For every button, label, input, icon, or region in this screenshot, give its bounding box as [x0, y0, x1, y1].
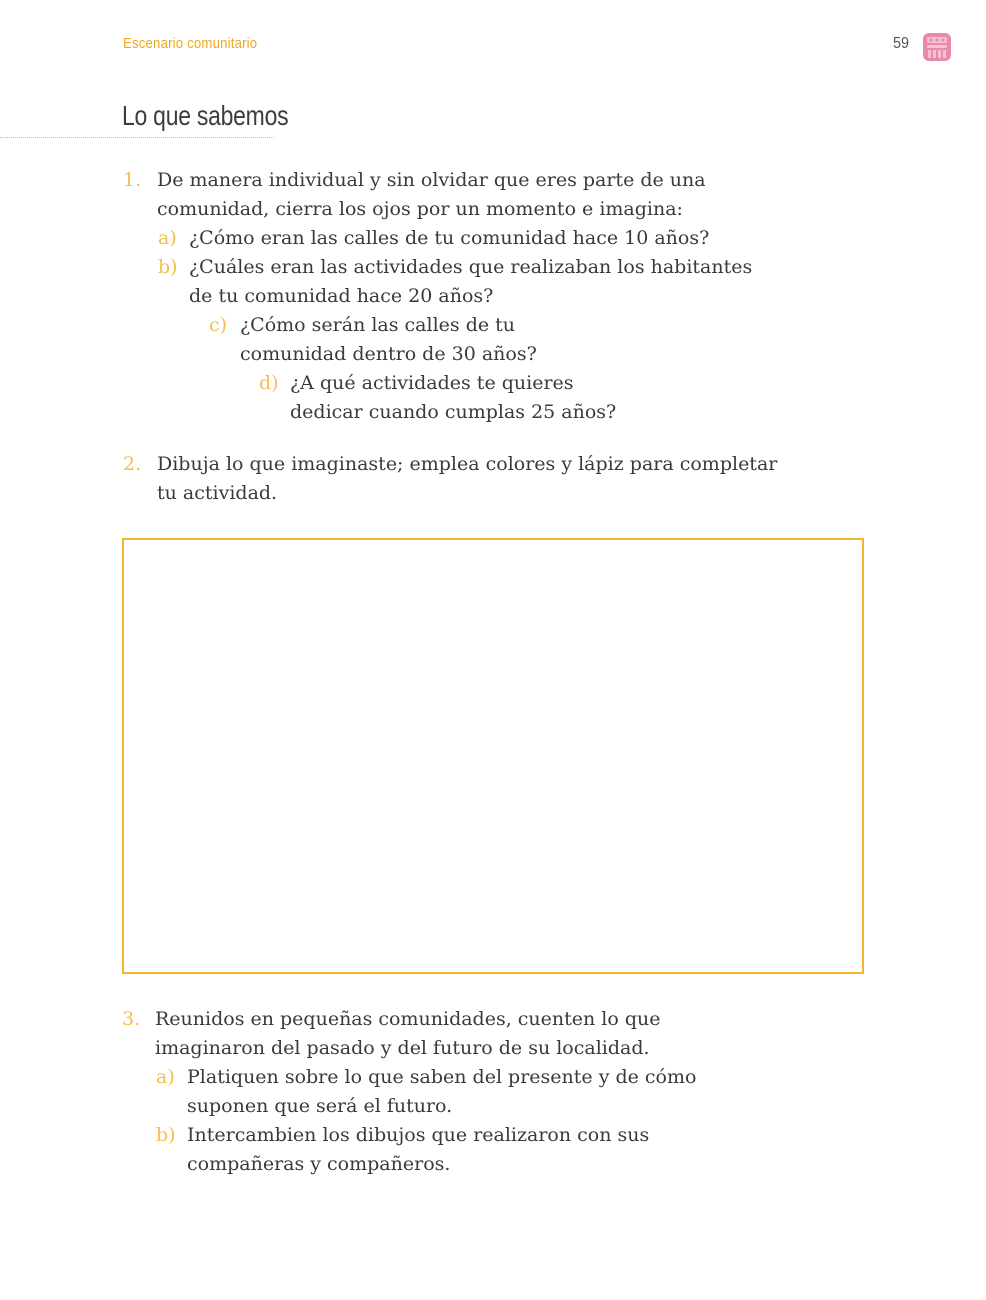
subitem-label: b)	[158, 256, 178, 278]
subitem-text: compañeras y compañeros.	[187, 1153, 451, 1175]
subitem-text: de tu comunidad hace 20 años?	[189, 285, 494, 307]
subitem-label: a)	[158, 227, 177, 249]
subitem-text: ¿Cómo serán las calles de tu	[240, 314, 516, 336]
subitem-text: ¿A qué actividades te quieres	[290, 372, 574, 394]
subitem-label: c)	[209, 314, 228, 336]
item-number: 3.	[122, 1008, 141, 1030]
subitem-label: b)	[156, 1124, 176, 1146]
subitem-text: Platiquen sobre lo que saben del presente y de cómo	[187, 1066, 697, 1088]
section-title: Lo que sabemos	[122, 100, 289, 131]
section-name: Escenario comunitario	[123, 35, 258, 52]
item-number: 1.	[123, 169, 142, 191]
subitem-text: ¿Cuáles eran las actividades que realizaban los habitantes	[189, 256, 753, 278]
subitem-text: suponen que será el futuro.	[187, 1095, 453, 1117]
subitem-text: comunidad dentro de 30 años?	[240, 343, 537, 365]
subitem-text: Intercambien los dibujos que realizaron con sus	[187, 1124, 650, 1146]
item-number: 2.	[123, 453, 142, 475]
item-text: imaginaron del pasado y del futuro de su localidad.	[155, 1037, 650, 1059]
subitem-label: d)	[259, 372, 279, 394]
title-divider	[0, 137, 274, 138]
item-text: Dibuja lo que imaginaste; emplea colores y lápiz para completar	[157, 453, 778, 475]
subitem-text: dedicar cuando cumplas 25 años?	[290, 401, 617, 423]
subitem-text: ¿Cómo eran las calles de tu comunidad hace 10 años?	[189, 227, 710, 249]
item-text: tu actividad.	[157, 482, 278, 504]
item-text: comunidad, cierra los ojos por un momento e imagina:	[157, 198, 683, 220]
item-text: Reunidos en pequeñas comunidades, cuenten lo que	[155, 1008, 661, 1030]
page-number: 59	[893, 35, 910, 52]
item-text: De manera individual y sin olvidar que eres parte de una	[157, 169, 706, 191]
subitem-label: a)	[156, 1066, 175, 1088]
drawing-area[interactable]	[122, 538, 864, 974]
scenario-icon	[922, 32, 952, 62]
